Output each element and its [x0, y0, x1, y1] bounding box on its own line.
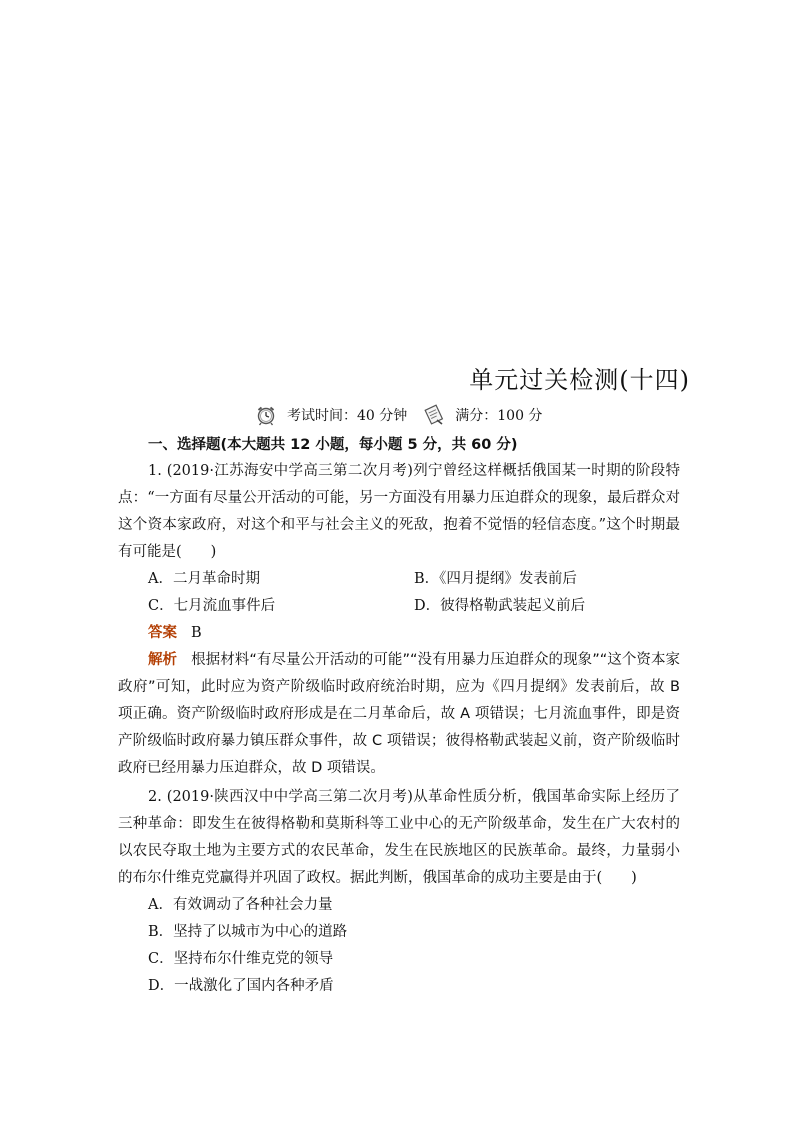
question-1-stem: 1. (2019·江苏海安中学高三第二次月考)列宁曾经这样概括俄国某一时期的阶段特点：“一方面有尽量公开活动的可能，另一方面没有用暴力压迫群众的现象，最后群众对这个资本家政府，对这个和平与社会主义的死敌，抱着不觉悟的轻信态度。”这个时期最有可能是( )	[118, 463, 680, 560]
q1-option-a: A．二月革命时期	[148, 571, 260, 587]
question-1-options	[148, 566, 680, 620]
q1-option-b: B．《四月提纲》发表前后	[414, 571, 577, 587]
question-content	[118, 434, 680, 1000]
q1-option-c: C．七月流血事件后	[148, 598, 276, 614]
analysis-label: 解析	[148, 652, 178, 668]
alarm-clock-icon	[255, 404, 277, 426]
question-2-stem: 2. (2019·陕西汉中中学高三第二次月考)从革命性质分析，俄国革命实际上经历了三种革命：即发生在彼得格勒和莫斯科等工业中心的无产阶级革命，发生在广大农村的以农民夺取土地为主要方式的农民革命，发生在民族地区的民族革命。最终，力量弱小的布尔什维克党赢得并巩固了政权。据此判断，俄国革命的成功主要是由于( )	[118, 789, 680, 886]
answer-value: B	[191, 625, 202, 641]
analysis-text: 根据材料“有尽量公开活动的可能”“没有用暴力压迫群众的现象”“这个资本家政府”可知，此时应为资产阶级临时政府统治时期，应为《四月提纲》发表前后，故 B 项正确。资产阶级临时政府形成是在二月革命后，故 A 项错误；七月流血事件，即是资产阶级临时政府暴力镇压群众事件，故 C 项错误；彼得格勒武装起义前，资产阶级临时政府已经用暴力压迫群众，故 D 项错误。	[118, 652, 681, 776]
q1-option-d: D．彼得格勒武装起义前后	[414, 598, 586, 614]
q2-option-c: C．坚持布尔什维克党的领导	[148, 951, 334, 967]
section-heading: 一、选择题(本大题共 12 小题，每小题 5 分，共 60 分)	[148, 437, 518, 453]
q2-option-b: B．坚持了以城市为中心的道路	[148, 924, 348, 940]
full-score: 满分：100 分	[455, 408, 543, 424]
q1-answer	[148, 620, 680, 647]
exam-time: 考试时间：40 分钟	[287, 408, 408, 424]
q2-option-a: A．有效调动了各种社会力量	[148, 897, 333, 913]
exam-meta	[255, 402, 558, 428]
paper-icon	[423, 404, 445, 426]
q2-option-d: D．一战激化了国内各种矛盾	[148, 978, 334, 994]
answer-label: 答案	[148, 625, 177, 641]
q1-analysis	[118, 647, 680, 782]
question-2-options	[148, 892, 680, 1000]
page-title: 单元过关检测(十四)	[469, 366, 690, 394]
